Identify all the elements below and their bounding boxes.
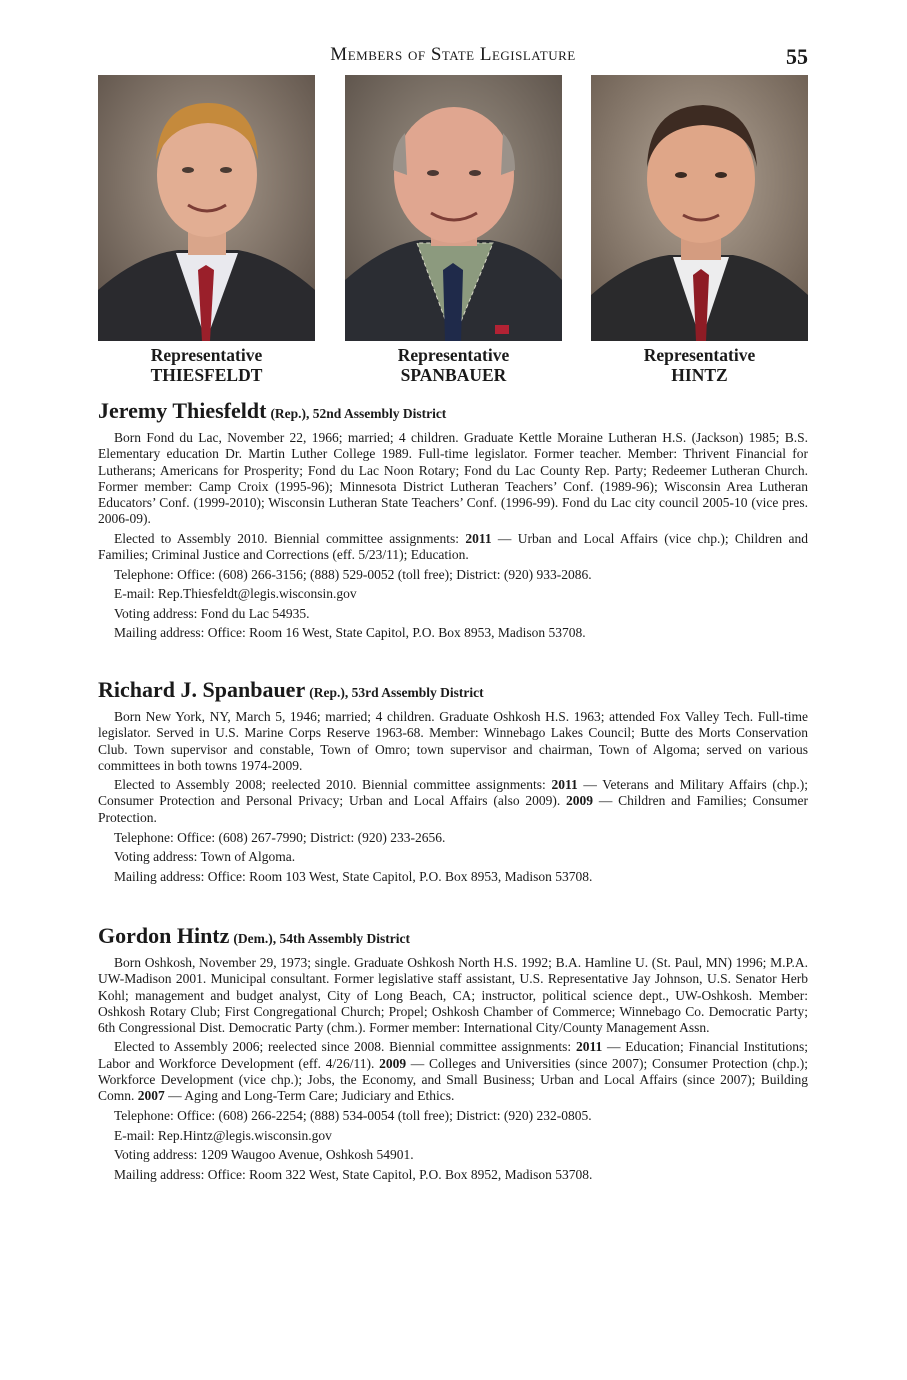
session-year: 2011 xyxy=(551,777,578,793)
caption-spanbauer xyxy=(345,345,562,385)
elected-text: Elected to Assembly 2008; reelected 2010. Biennial committee assignments: xyxy=(114,777,552,793)
member-affiliation: (Rep.), 52nd Assembly District xyxy=(270,406,447,421)
caption-hintz xyxy=(591,345,808,385)
portrait-hintz xyxy=(591,75,808,341)
caption-surname: THIESFELDT xyxy=(150,365,263,385)
telephone: Telephone: Office: (608) 266-3156; (888) 529-0052 (toll free); District: (920) 933-2086. xyxy=(114,566,592,582)
caption-thiesfeldt xyxy=(98,345,315,385)
caption-surname: SPANBAUER xyxy=(400,365,507,385)
session-year: 2009 xyxy=(566,793,594,809)
entry-heading xyxy=(98,398,808,427)
voting-address: Voting address: Fond du Lac 54935. xyxy=(114,605,310,621)
member-name: Gordon Hintz xyxy=(98,923,230,948)
bio-paragraph: Born Oshkosh, November 29, 1973; single. Graduate Oshkosh North H.S. 1992; B.A. Hamline U. (St. Paul, MN) 1996; M.P.A. UW-Madison 2001. Municipal consultant. Former legislative staff assistant, U.S. Representative Jay Johnson, U.S. Senator Herb Kohl; management and budget analyst, City of Long Beach, CA; instructor, political science dept., UW-Oshkosh. Member: Oshkosh Rotary Club; First Congregational Church; Propel; Oshkosh Chamber of Commerce; Winnebago Co. Democratic Party; 6th Congressional Dist. Democratic Party (chm.). Former member: International City/County Management Assn. xyxy=(98,955,808,1036)
committee-list: — Children and Families; Consumer Protection. xyxy=(98,793,808,825)
committee-list: — Urban and Local Affairs (vice chp.); Children and Families; Criminal Justice and Corrections (eff. 5/23/11); Education. xyxy=(98,530,808,563)
portrait-thiesfeldt xyxy=(98,75,315,341)
session-year: 2011 xyxy=(575,1039,603,1055)
page-number: 55 xyxy=(786,44,808,69)
caption-title: Representative xyxy=(150,345,263,365)
voting-address: Voting address: Town of Algoma. xyxy=(114,849,296,865)
committee-list: — Veterans and Military Affairs (chp.); Consumer Protection and Personal Privacy; Urban and Local Affairs (also 2009). xyxy=(98,777,809,809)
entry-heading xyxy=(98,923,808,952)
bio-paragraph: Born Fond du Lac, November 22, 1966; married; 4 children. Graduate Kettle Moraine Lutheran H.S. (Jackson) 1985; B.S. Elementary education Dr. Martin Luther College 1989. Full-time legislator. Former teacher. Member: Thrivent Financial for Lutherans; Americans for Prosperity; Fond du Lac Noon Rotary; Fond du Lac County Rep. Party; Redeemer Lutheran Church. Former member: Camp Croix (1995-96); Minnesota District Lutheran Teachers’ Conf. (1989-96); Wisconsin Area Lutheran Educators’ Conf. (1999-2010); Wisconsin Lutheran State Teachers’ Conf. (1996-99). Fond du Lac city council 2005-10 (vice pres. 2006-09). xyxy=(98,430,808,527)
email: E-mail: Rep.Hintz@legis.wisconsin.gov xyxy=(114,1127,332,1143)
member-name: Richard J. Spanbauer xyxy=(98,677,306,702)
committee-paragraph xyxy=(98,531,808,564)
session-year: 2007 xyxy=(137,1088,165,1104)
member-affiliation: (Rep.), 53rd Assembly District xyxy=(309,685,484,700)
session-year: 2009 xyxy=(379,1055,407,1071)
voting-address: Voting address: 1209 Waugoo Avenue, Oshkosh 54901. xyxy=(114,1147,414,1163)
entry-spanbauer xyxy=(98,677,808,885)
mailing-address: Mailing address: Office: Room 103 West, State Capitol, P.O. Box 8953, Madison 53708. xyxy=(114,868,593,884)
telephone: Telephone: Office: (608) 266-2254; (888) 534-0054 (toll free); District: (920) 232-0805. xyxy=(114,1108,592,1124)
member-name: Jeremy Thiesfeldt xyxy=(98,398,267,423)
email: E-mail: Rep.Thiesfeldt@legis.wisconsin.gov xyxy=(114,586,357,602)
elected-text: Elected to Assembly 2006; reelected since 2008. Biennial committee assignments: xyxy=(114,1039,576,1055)
elected-text: Elected to Assembly 2010. Biennial committee assignments: xyxy=(114,530,466,546)
caption-title: Representative xyxy=(643,345,756,365)
caption-surname: HINTZ xyxy=(671,365,728,385)
mailing-address: Mailing address: Office: Room 16 West, State Capitol, P.O. Box 8953, Madison 53708. xyxy=(114,625,586,641)
running-head xyxy=(98,44,808,72)
committee-paragraph xyxy=(98,1039,808,1104)
portrait-spanbauer xyxy=(345,75,562,341)
committee-list: — Aging and Long-Term Care; Judiciary and Ethics. xyxy=(164,1088,455,1104)
session-year: 2011 xyxy=(465,530,492,546)
committee-list: — Education; Financial Institutions; Labor and Workforce Development (eff. 4/26/11). xyxy=(98,1039,808,1071)
caption-title: Representative xyxy=(397,345,510,365)
entry-thiesfeldt xyxy=(98,398,808,641)
member-affiliation: (Dem.), 54th Assembly District xyxy=(233,931,411,946)
entry-heading xyxy=(98,677,808,706)
telephone: Telephone: Office: (608) 267-7990; District: (920) 233-2656. xyxy=(114,829,446,845)
mailing-address: Mailing address: Office: Room 322 West, State Capitol, P.O. Box 8952, Madison 53708. xyxy=(114,1166,593,1182)
committee-paragraph xyxy=(98,777,808,826)
running-title: Members of State Legislature xyxy=(330,44,576,65)
entry-hintz xyxy=(98,923,808,1183)
bio-paragraph: Born New York, NY, March 5, 1946; married; 4 children. Graduate Oshkosh H.S. 1963; attended Fox Valley Tech. Full-time legislator. Served in U.S. Marine Corps Reserve 1963-68. Member: Winnebago Lakes Council; Butte des Morts Conservation Club. Town supervisor and constable, Town of Omro; town supervisor and chairman, Town of Algoma; served on various committees in both towns 1974-2009. xyxy=(98,709,808,773)
committee-list: — Colleges and Universities (since 2007); Consumer Protection (chp.); Workforce Development (vice chp.); Jobs, the Economy, and Small Business; Urban and Local Affairs (since 2007); Building Comn. xyxy=(98,1055,808,1104)
